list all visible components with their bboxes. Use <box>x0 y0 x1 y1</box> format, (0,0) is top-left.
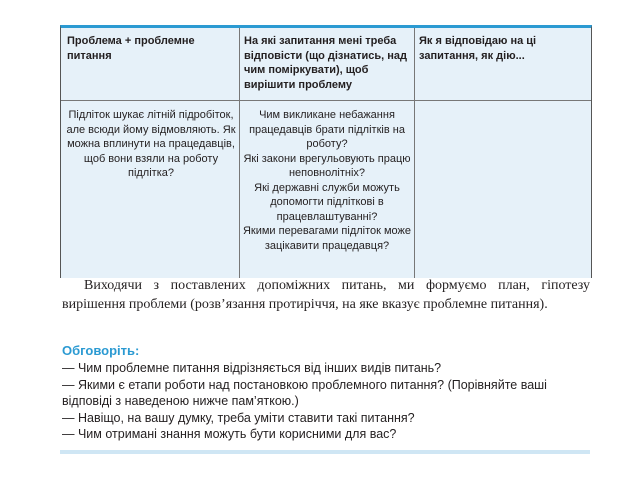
column-divider <box>414 28 415 278</box>
body-paragraph: Виходячи з поставлених допоміжних питань, ми формуємо план, гіпотезу вирішення проблеми (розв’язання протиріччя, на яке вказує проблемне питання). <box>62 278 590 312</box>
table-header-cell: Як я відповідаю на ці запитання, як дію... <box>419 35 537 62</box>
problem-table <box>60 25 592 278</box>
question-item: Якими перевагами підліток може зацікавити працедавця? <box>242 225 412 252</box>
discussion-item: — Чим проблемне питання відрізняється від інших видів питань? <box>62 361 442 375</box>
discussion-list <box>62 360 590 443</box>
table-header-cell: Проблема + проблемне питання <box>67 35 195 62</box>
column-divider <box>239 28 240 278</box>
discussion-title: Обговоріть: <box>62 343 140 358</box>
discussion-item: — Навіщо, на вашу думку, треба уміти ставити такі питання? <box>62 410 415 425</box>
problem-cell: Підліток шукає літній підробіток, але всюди йому відмовляють. Як можна вплинути на працедавців, щоб вони взяли на роботу підлітка? <box>66 109 236 179</box>
header-divider <box>61 100 591 101</box>
discussion-item: — Якими є етапи роботи над постановкою проблемного питання? (Порівняйте ваші відповіді з наведеною нижче пам’яткою.) <box>62 377 547 408</box>
question-item: Які закони врегульовують працю неповнолітніх? <box>243 152 411 179</box>
table-header-cell: На які запитання мені треба відповісти (що дізнатись, над чим поміркувати), щоб вирішити проблему <box>244 35 408 91</box>
questions-cell <box>242 108 412 253</box>
bottom-rule <box>60 450 590 454</box>
discussion-item: — Чим отримані знання можуть бути корисними для вас? <box>62 427 397 441</box>
question-item: Які державні служби можуть допомогти підліткові в працевлаштуванні? <box>254 181 400 223</box>
question-item: Чим викликане небажання працедавців брати підлітків на роботу? <box>249 109 405 150</box>
